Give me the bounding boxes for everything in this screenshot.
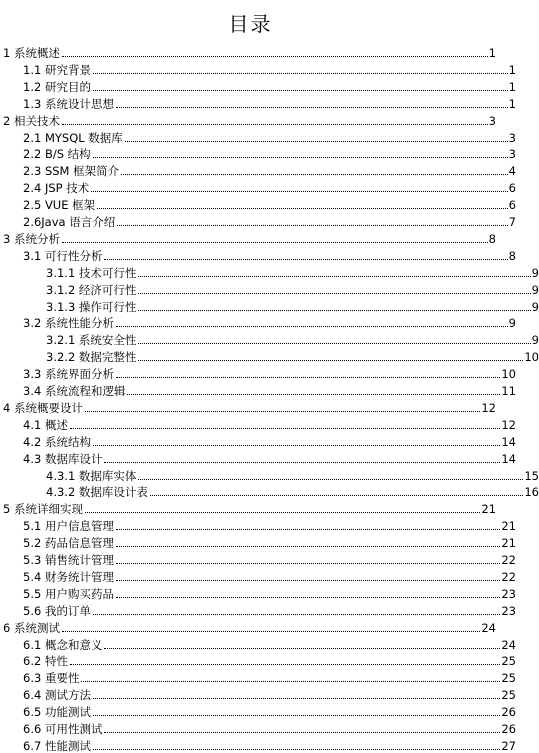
toc-leader-dots (116, 325, 508, 327)
toc-leader-dots (127, 393, 500, 395)
toc-entry[interactable] (0, 111, 496, 128)
toc-entry-label: 3.2 系统性能分析 (23, 316, 114, 331)
toc-entry-label: 4.3 数据库设计 (23, 451, 103, 466)
toc-entry-label: 6 系统测试 (3, 620, 60, 635)
toc-entry-page: 9 (531, 299, 539, 314)
toc-entry-label: 3.2.2 数据完整性 (46, 350, 137, 365)
toc-entry[interactable] (0, 60, 516, 77)
toc-entry-label: 4.3.2 数据库设计表 (46, 485, 148, 500)
toc-entry-page: 12 (501, 417, 516, 432)
toc-leader-dots (116, 562, 500, 564)
toc-entry-page: 15 (524, 468, 539, 483)
toc-entry[interactable] (0, 280, 539, 297)
toc-entry-page: 25 (501, 671, 516, 686)
toc-entry-page: 6 (508, 181, 516, 196)
toc-entry[interactable] (0, 297, 539, 314)
toc-entry[interactable] (0, 482, 539, 499)
toc-leader-dots (104, 731, 500, 733)
toc-entry[interactable] (0, 195, 516, 212)
toc-entry[interactable] (0, 685, 516, 702)
toc-entry-page: 25 (501, 688, 516, 703)
toc-entry-page: 21 (501, 536, 516, 551)
toc-entry[interactable] (0, 128, 516, 145)
toc-entry-label: 1.3 系统设计思想 (23, 96, 114, 111)
toc-leader-dots (117, 224, 507, 226)
toc-leader-dots (150, 494, 523, 496)
toc-entry-page: 11 (501, 384, 516, 398)
toc-leader-dots (138, 292, 530, 294)
toc-entry-page: 7 (508, 215, 516, 229)
toc-entry-label: 1 系统概述 (3, 46, 60, 60)
toc-entry-label: 5.4 财务统计管理 (23, 569, 114, 584)
toc-entry-page: 3 (488, 113, 496, 128)
toc-entry-label: 1.1 研究背景 (23, 62, 91, 77)
toc-entry-page: 9 (508, 316, 516, 331)
toc-entry-page: 12 (481, 400, 496, 415)
toc-entry-label: 5.2 药品信息管理 (23, 536, 114, 551)
toc-leader-dots (93, 444, 500, 446)
toc-entry[interactable] (0, 466, 539, 483)
toc-leader-dots (70, 427, 500, 429)
toc-leader-dots (138, 342, 530, 344)
toc-entry[interactable] (0, 313, 516, 330)
toc-leader-dots (138, 309, 530, 311)
toc-entry[interactable] (0, 651, 516, 668)
toc-entry-page: 22 (501, 553, 516, 567)
toc-entry-label: 6.7 性能测试 (23, 738, 91, 753)
toc-entry-label: 3.2.1 系统安全性 (46, 333, 137, 348)
toc-leader-dots (97, 207, 508, 209)
toc-entry-page: 1 (508, 96, 516, 111)
toc-entry-label: 2.6Java 语言介绍 (23, 215, 116, 229)
toc-entry[interactable] (0, 330, 539, 347)
toc-entry[interactable] (0, 398, 496, 415)
toc-entry-label: 4.1 概述 (23, 417, 68, 432)
toc-leader-dots (91, 190, 507, 192)
toc-entry-page: 25 (501, 654, 516, 669)
toc-leader-dots (138, 359, 523, 361)
toc-entry-label: 3 系统分析 (3, 231, 60, 246)
toc-entry-page: 16 (524, 485, 539, 500)
toc-leader-dots (93, 89, 508, 91)
toc-entry-page: 14 (501, 451, 516, 466)
toc-entry[interactable] (0, 516, 516, 533)
toc-entry-label: 3.3 系统界面分析 (23, 367, 114, 382)
toc-entry-page: 23 (501, 603, 516, 618)
toc-entry-label: 3.1 可行性分析 (23, 248, 103, 263)
toc-entry-page: 24 (481, 620, 496, 635)
toc-leader-dots (116, 545, 500, 547)
toc-leader-dots (138, 275, 530, 277)
toc-entry[interactable] (0, 347, 539, 364)
toc-title: 目录 (228, 12, 273, 36)
toc-leader-dots (116, 579, 500, 581)
toc-entry[interactable] (0, 178, 516, 195)
toc-entry-page: 22 (501, 569, 516, 584)
toc-entry-page: 1 (488, 46, 496, 60)
toc-leader-dots (116, 376, 500, 378)
toc-leader-dots (93, 613, 500, 615)
toc-entry-label: 5.1 用户信息管理 (23, 519, 114, 534)
toc-entry-page: 26 (501, 722, 516, 736)
toc-entry-page: 8 (488, 231, 496, 246)
toc-entry-label: 2.1 MYSQL 数据库 (23, 130, 123, 145)
toc-entry-label: 2.4 JSP 技术 (23, 181, 90, 196)
toc-entry[interactable] (0, 246, 516, 263)
toc-leader-dots (93, 697, 500, 699)
toc-leader-dots (121, 173, 508, 175)
toc-entry-label: 3.4 系统流程和逻辑 (23, 384, 126, 398)
toc-entry[interactable] (0, 449, 516, 466)
toc-entry-label: 2.2 B/S 结构 (23, 147, 91, 162)
toc-leader-dots (104, 647, 500, 649)
toc-leader-dots (62, 241, 488, 243)
toc-entry-label: 6.2 特性 (23, 654, 68, 669)
toc-leader-dots (81, 680, 500, 682)
toc-entry-page: 3 (508, 130, 516, 145)
toc-entry-page: 8 (508, 248, 516, 263)
toc-entry-label: 6.4 测试方法 (23, 688, 91, 703)
toc-entry-label: 2.3 SSM 框架简介 (23, 164, 120, 179)
toc-entry-page: 23 (501, 586, 516, 601)
toc-entry-label: 3.1.2 经济可行性 (46, 282, 137, 297)
toc-entry-page: 26 (501, 705, 516, 720)
toc-leader-dots (62, 630, 480, 632)
toc-leader-dots (125, 140, 508, 142)
toc-entry[interactable] (0, 719, 516, 736)
toc-entry[interactable] (0, 364, 516, 381)
toc-leader-dots (104, 461, 500, 463)
toc-entry-label: 6.3 重要性 (23, 671, 80, 686)
toc-entry[interactable] (0, 668, 516, 685)
toc-leader-dots (93, 714, 500, 716)
toc-leader-dots (62, 55, 488, 57)
toc-entry[interactable] (0, 432, 516, 449)
toc-entry[interactable] (0, 499, 496, 516)
toc-entry-label: 2.5 VUE 框架 (23, 198, 96, 213)
toc-entry-label: 4 系统概要设计 (3, 400, 83, 415)
toc-entry-page: 9 (531, 265, 539, 280)
toc-leader-dots (116, 596, 500, 598)
toc-entry[interactable] (0, 77, 516, 94)
toc-leader-dots (116, 106, 508, 108)
toc-entry[interactable] (0, 533, 516, 550)
toc-entry-page: 9 (531, 333, 539, 348)
toc-leader-dots (70, 663, 500, 665)
toc-leader-dots (93, 156, 508, 158)
toc-leader-dots (62, 123, 488, 125)
toc-entry-page: 24 (501, 637, 516, 652)
toc-entry-page: 4 (508, 164, 516, 179)
toc-entry-page: 9 (531, 282, 539, 297)
toc-leader-dots (93, 72, 508, 74)
toc-entry-label: 5 系统详细实现 (3, 502, 83, 517)
toc-entry-label: 6.6 可用性测试 (23, 722, 103, 736)
toc-entry-page: 10 (501, 367, 516, 382)
toc-entry[interactable] (0, 161, 516, 178)
toc-entry[interactable] (0, 635, 516, 652)
toc-entry-page: 6 (508, 198, 516, 213)
toc-entry-label: 4.2 系统结构 (23, 434, 91, 449)
toc-entry-label: 4.3.1 数据库实体 (46, 468, 137, 483)
toc-entry-page: 3 (508, 147, 516, 162)
toc-entry-label: 2 相关技术 (3, 113, 60, 128)
toc-entry-page: 10 (524, 350, 539, 365)
toc-entry-page: 14 (501, 434, 516, 449)
toc-entry-label: 6.5 功能测试 (23, 705, 91, 720)
toc-entry[interactable] (0, 144, 516, 161)
toc-entry-label: 3.1.3 操作可行性 (46, 299, 137, 314)
toc-leader-dots (138, 478, 523, 480)
toc-entry-label: 6.1 概念和意义 (23, 637, 103, 652)
toc-entry[interactable] (0, 263, 539, 280)
toc-entry-label: 5.5 用户购买药品 (23, 586, 114, 601)
toc-entry[interactable] (0, 381, 516, 398)
toc-entry[interactable] (0, 43, 496, 60)
toc-leader-dots (104, 258, 507, 260)
toc-entry[interactable] (0, 702, 516, 719)
toc-entry-label: 5.3 销售统计管理 (23, 553, 114, 567)
toc-entry[interactable] (0, 229, 496, 246)
toc-entry[interactable] (0, 212, 516, 229)
toc-entry-page: 21 (481, 502, 496, 517)
toc-entry[interactable] (0, 618, 496, 635)
toc-entry[interactable] (0, 584, 516, 601)
toc-entry-label: 3.1.1 技术可行性 (46, 265, 137, 280)
toc-entry-page: 1 (508, 62, 516, 77)
toc-leader-dots (116, 528, 500, 530)
toc-entry-page: 21 (501, 519, 516, 534)
toc-leader-dots (93, 748, 500, 750)
toc-entry[interactable] (0, 601, 516, 618)
toc-leader-dots (85, 410, 480, 412)
toc-leader-dots (85, 511, 480, 513)
toc-entry[interactable] (0, 415, 516, 432)
toc-entry[interactable] (0, 550, 516, 567)
toc-entry[interactable] (0, 94, 516, 111)
toc-entry-label: 1.2 研究目的 (23, 79, 91, 94)
toc-entry-label: 5.6 我的订单 (23, 603, 91, 618)
toc-entry-page: 27 (501, 738, 516, 753)
toc-entry[interactable] (0, 567, 516, 584)
toc-entry[interactable] (0, 736, 516, 753)
toc-entry-page: 1 (508, 79, 516, 94)
